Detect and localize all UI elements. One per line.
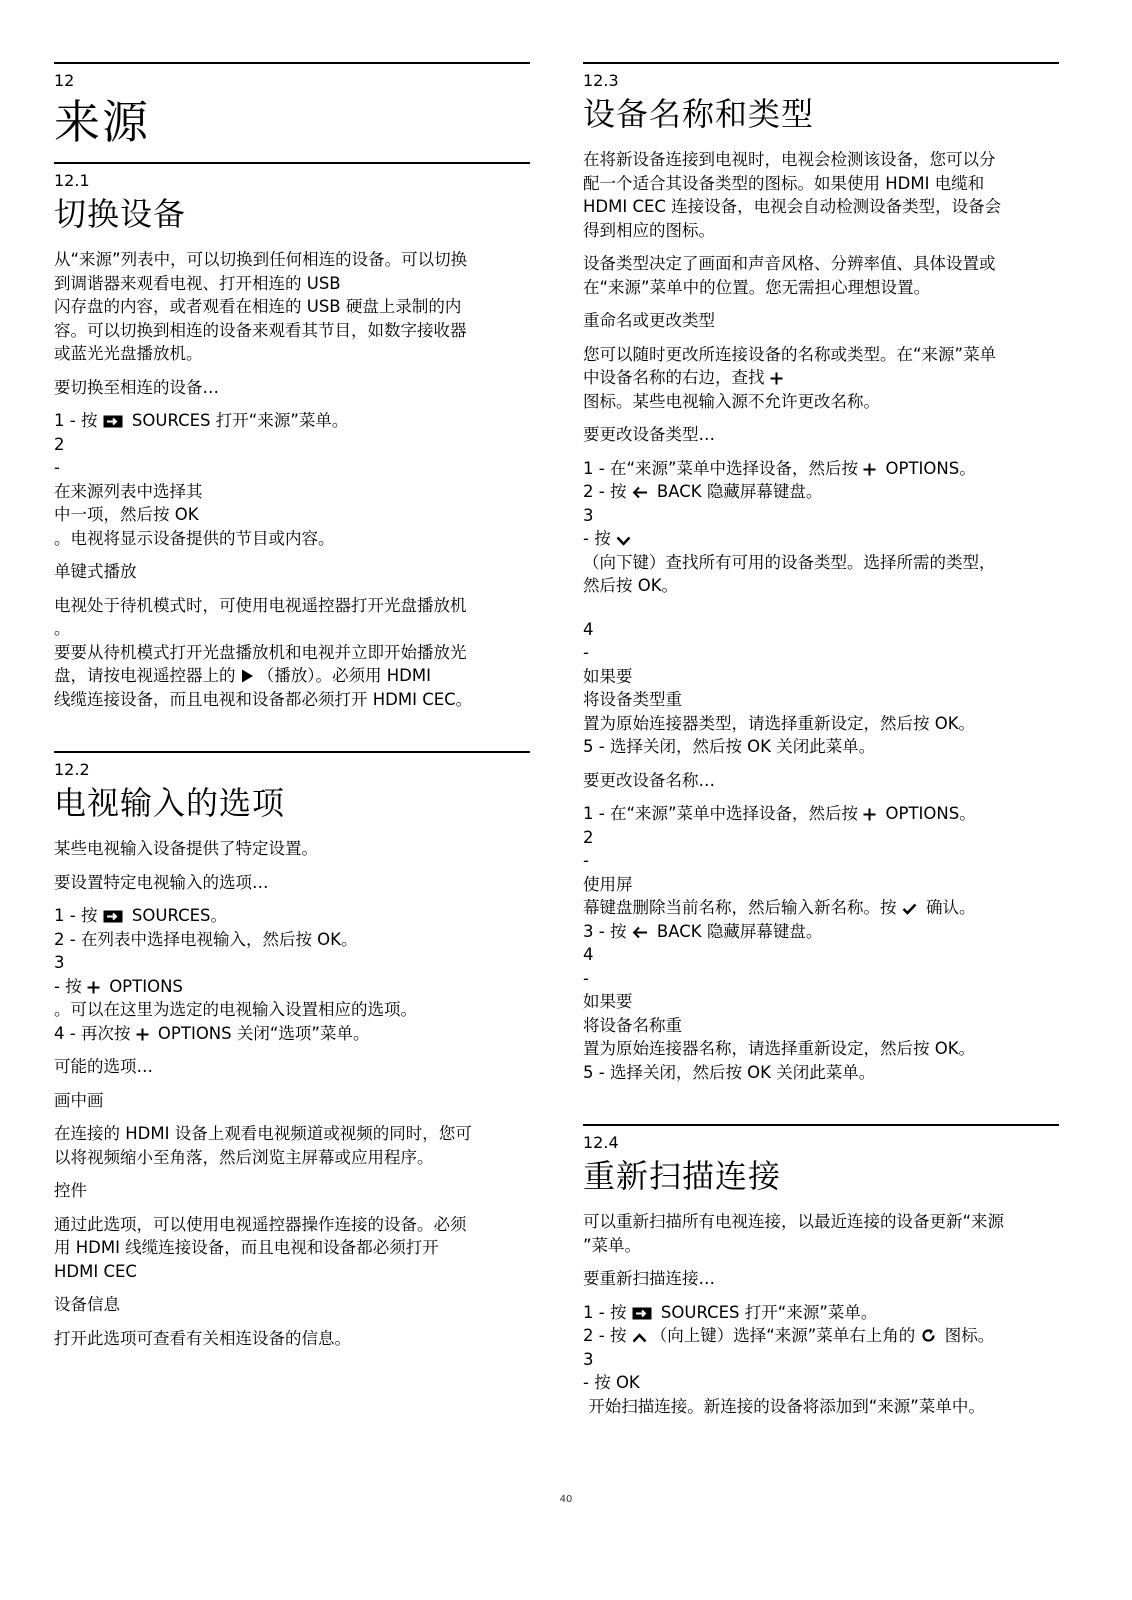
text-line: 将设备类型重 <box>583 690 682 709</box>
text-line: 在来源列表中选择其 <box>54 481 203 501</box>
text-line: 4 <box>583 945 594 964</box>
step-line: 4 - 再次按 OPTIONS 关闭“选项”菜单。 <box>54 1023 370 1043</box>
paragraph <box>54 594 530 712</box>
section-title: 电视输入的选项 <box>54 784 286 822</box>
paragraph: 打开此选项可查看有关相连设备的信息。 <box>54 1328 351 1348</box>
text-line: 以将视频缩小至角落，然后浏览主屏幕或应用程序。 <box>54 1147 434 1167</box>
paragraph <box>583 148 1059 242</box>
text-line: 如果要 <box>583 666 633 686</box>
paragraph <box>583 1210 1059 1257</box>
text-line: - <box>583 968 589 988</box>
right-column <box>583 62 1059 1428</box>
paragraph: 要设置特定电视输入的选项… <box>54 872 269 892</box>
text-line: 盘，请按电视遥控器上的 （播放）。必须用 HDMI <box>54 666 431 685</box>
text-line: 2 <box>583 827 594 847</box>
text-line: ”菜单。 <box>583 1235 642 1255</box>
text-line: 使用屏 <box>583 874 633 894</box>
text-line: 开始扫描连接。新连接的设备将添加到“来源”菜单中。 <box>583 1396 985 1416</box>
text-line: 在“来源”菜单中的位置。您无需担心理想设置。 <box>583 277 931 297</box>
paragraph <box>583 252 1059 299</box>
step-line: 3 - 按 BACK 隐藏屏幕键盘。 <box>583 921 823 941</box>
paragraph <box>54 1122 530 1169</box>
section-title: 重新扫描连接 <box>583 1157 782 1195</box>
text-line: 置为原始连接器名称，请选择重新设定，然后按 OK。 <box>583 1039 976 1058</box>
steps <box>583 457 1059 598</box>
text-line: 2 <box>54 434 65 454</box>
plus-icon <box>863 463 876 476</box>
text-line: 4 <box>583 619 594 639</box>
paragraph: 可能的选项… <box>54 1057 153 1076</box>
section-title: 设备名称和类型 <box>583 95 815 133</box>
back-arrow-icon <box>632 926 648 939</box>
text-line: 将设备名称重 <box>583 1015 682 1035</box>
subheading: 设备信息 <box>54 1295 120 1314</box>
steps <box>54 409 530 550</box>
paragraph: 要重新扫描连接… <box>583 1269 715 1288</box>
steps <box>583 1301 1059 1419</box>
text-line: 配一个适合其设备类型的图标。如果使用 HDMI 电缆和 <box>583 173 985 193</box>
step-line: 1 - 在“来源”菜单中选择设备，然后按 OPTIONS。 <box>583 804 976 823</box>
paragraph: 要更改设备名称… <box>583 770 715 790</box>
chevron-up-icon <box>632 1333 647 1343</box>
paragraph <box>54 1213 530 1284</box>
paragraph <box>583 343 1059 414</box>
sources-icon <box>632 1307 652 1320</box>
text-line: 中一项，然后按 OK <box>54 505 199 524</box>
text-line: 。电视将显示设备提供的节目或内容。 <box>54 528 335 548</box>
text-line: 从“来源”列表中，可以切换到任何相连的设备。可以切换 <box>54 250 468 269</box>
sources-icon <box>103 910 123 923</box>
text-line: 置为原始连接器类型，请选择重新设定，然后按 OK。 <box>583 713 976 733</box>
sources-icon <box>103 415 123 428</box>
subheading: 单键式播放 <box>54 562 137 581</box>
text-line: 5 - 选择关闭，然后按 OK 关闭此菜单。 <box>583 1062 876 1082</box>
section-number: 12.2 <box>54 760 90 779</box>
step-line: - 按 <box>583 527 1059 551</box>
text-line: 在连接的 HDMI 设备上观看电视频道或视频的同时，您可 <box>54 1124 472 1143</box>
text-line: 。 <box>54 619 71 638</box>
checkmark-icon <box>902 903 917 915</box>
step-line: 2 - 按 （向上键）选择“来源”菜单右上角的 图标。 <box>583 1326 995 1345</box>
chapter-number: 12 <box>54 71 75 90</box>
chevron-down-icon <box>616 536 631 546</box>
section-number: 12.3 <box>583 71 619 90</box>
text-line: 3 <box>583 1349 594 1369</box>
text-line: - <box>583 643 589 662</box>
text-line: 设备类型决定了画面和声音风格、分辨率值、具体设置或 <box>583 254 996 273</box>
text-line: 然后按 OK。 <box>583 576 679 595</box>
text-line: HDMI CEC 连接设备，电视会自动检测设备类型，设备会 <box>583 197 1002 216</box>
text-line: - <box>54 458 60 477</box>
steps <box>583 618 1059 759</box>
subheading: 重命名或更改类型 <box>583 311 715 330</box>
text-line: 到调谐器来观看电视、打开相连的 USB <box>54 273 341 293</box>
text-line: 线缆连接设备，而且电视和设备都必须打开 HDMI CEC。 <box>54 689 473 709</box>
section-12-1 <box>54 162 530 711</box>
paragraph: 要切换至相连的设备… <box>54 377 219 397</box>
text-line: 如果要 <box>583 992 633 1011</box>
text-line: 3 <box>54 953 65 972</box>
text-line: 3 <box>583 505 594 525</box>
paragraph <box>54 248 530 366</box>
section-12-2 <box>54 751 530 1350</box>
step-line: 1 - 按 SOURCES 打开“来源”菜单。 <box>583 1302 878 1322</box>
text-line: 要要从待机模式打开光盘播放机和电视并立即开始播放光 <box>54 642 467 662</box>
steps <box>54 904 530 1045</box>
page-number: 40 <box>559 1494 573 1505</box>
left-column <box>54 62 530 1360</box>
plus-icon <box>863 808 876 821</box>
text-line: - <box>583 851 589 870</box>
section-title: 切换设备 <box>54 195 187 233</box>
text-line: 电视处于待机模式时，可使用电视遥控器打开光盘播放机 <box>54 595 467 615</box>
refresh-icon <box>921 1328 936 1343</box>
step-line: - 按 OPTIONS <box>54 976 183 996</box>
step-line: 1 - 在“来源”菜单中选择设备，然后按 OPTIONS。 <box>583 458 976 478</box>
steps <box>583 802 1059 1084</box>
section-12-4 <box>583 1124 1059 1418</box>
subheading: 控件 <box>54 1181 87 1200</box>
text-line: 在将新设备连接到电视时，电视会检测该设备，您可以分 <box>583 150 996 169</box>
text-line: 容。可以切换到相连的设备来观看其节目，如数字接收器 <box>54 320 467 340</box>
step-line: 1 - 按 SOURCES。 <box>54 906 228 925</box>
text-line: 5 - 选择关闭，然后按 OK 关闭此菜单。 <box>583 737 876 756</box>
text-line: - 按 OK <box>583 1373 640 1392</box>
text-line: 得到相应的图标。 <box>583 220 715 240</box>
text-line: 可以重新扫描所有电视连接，以最近连接的设备更新“来源 <box>583 1212 1005 1231</box>
plus-icon <box>770 372 783 385</box>
text-line: 您可以随时更改所连接设备的名称或类型。在“来源”菜单 <box>583 344 997 364</box>
play-icon <box>241 669 254 683</box>
text-line: （向下键）查找所有可用的设备类型。选择所需的类型， <box>583 552 996 572</box>
step-line: 1 - 按 SOURCES 打开“来源”菜单。 <box>54 411 349 430</box>
text-line: 图标。某些电视输入源不允许更改名称。 <box>583 391 880 411</box>
text-line: 中设备名称的右边，查找 <box>583 366 1059 390</box>
subheading: 画中画 <box>54 1090 104 1110</box>
section-number: 12.1 <box>54 171 90 190</box>
plus-icon <box>87 981 100 994</box>
paragraph: 某些电视输入设备提供了特定设置。 <box>54 839 318 858</box>
text-line: HDMI CEC <box>54 1261 137 1281</box>
text-line: 2 - 在列表中选择电视输入，然后按 OK。 <box>54 929 358 949</box>
back-arrow-icon <box>632 486 648 499</box>
step-line: 2 - 按 BACK 隐藏屏幕键盘。 <box>583 482 823 501</box>
text-line: 闪存盘的内容，或者观看在相连的 USB 硬盘上录制的内 <box>54 297 462 316</box>
text-line: 通过此选项，可以使用电视遥控器操作连接的设备。必须 <box>54 1214 467 1234</box>
chapter-section <box>54 62 530 150</box>
section-number: 12.4 <box>583 1133 619 1152</box>
chapter-title: 来源 <box>54 95 150 149</box>
paragraph: 要更改设备类型… <box>583 425 715 444</box>
text-line: 或蓝光光盘播放机。 <box>54 344 203 363</box>
text-line: 。可以在这里为选定的电视输入设置相应的选项。 <box>54 1000 417 1019</box>
text-line: 幕键盘删除当前名称，然后输入新名称。按 确认。 <box>583 898 976 917</box>
text-line: 用 HDMI 线缆连接设备，而且电视和设备都必须打开 <box>54 1238 439 1257</box>
plus-icon <box>136 1028 149 1041</box>
section-12-3 <box>583 62 1059 1084</box>
